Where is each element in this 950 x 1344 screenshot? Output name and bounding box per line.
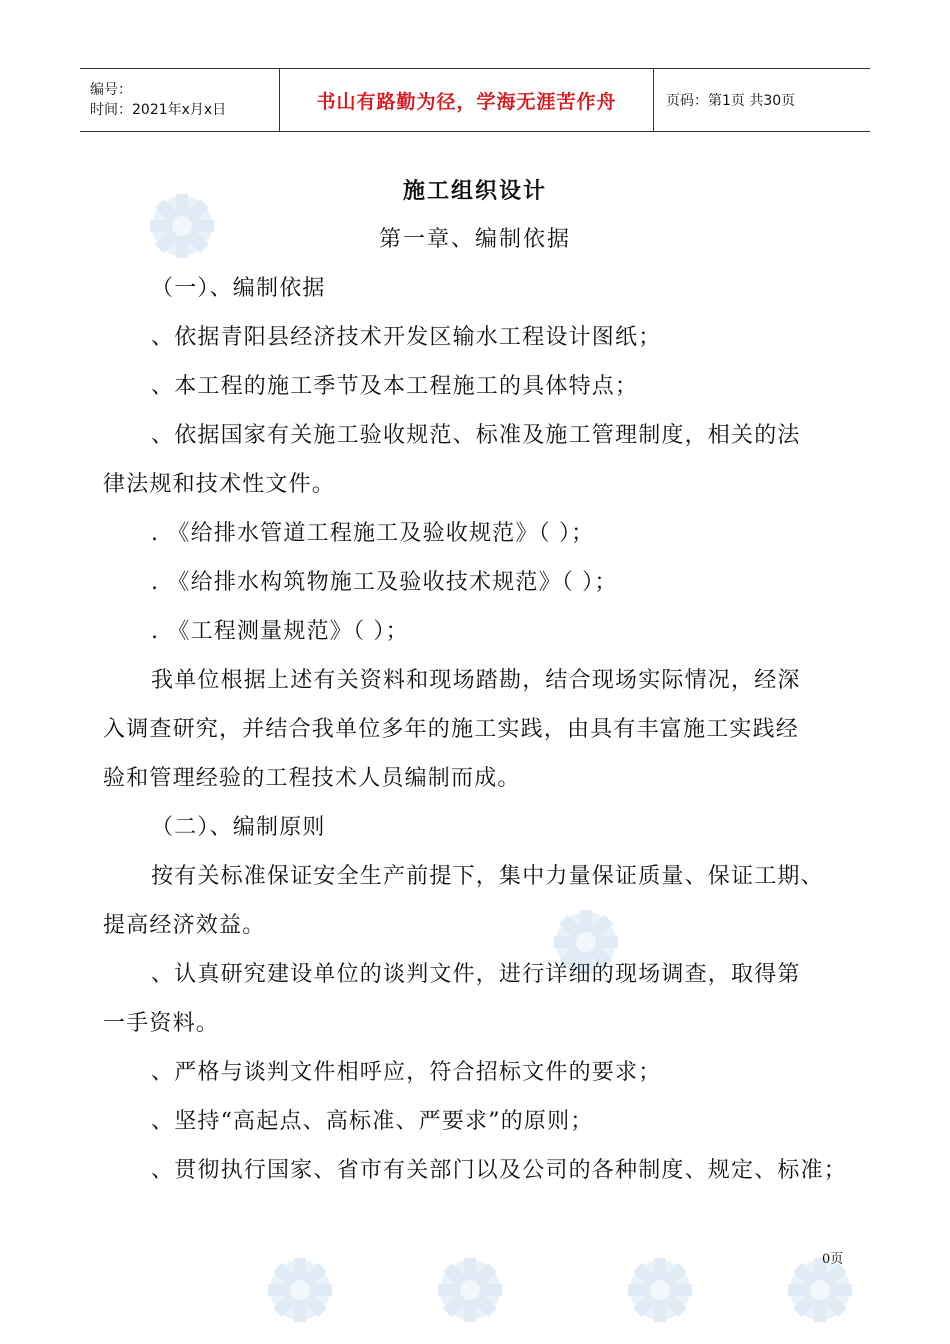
number-label: 编号： (90, 82, 132, 98)
body-line: 、严格与谈判文件相呼应，符合招标文件的要求； (151, 1060, 662, 1085)
body-line: 提高经济效益。 (103, 913, 266, 938)
body-line: 、依据青阳县经济技术开发区输水工程设计图纸； (151, 325, 662, 350)
body-line: 、认真研究建设单位的谈判文件，进行详细的现场调查，取得第 (151, 962, 801, 987)
body-line: 、贯彻执行国家、省市有关部门以及公司的各种制度、规定、标准； (151, 1158, 848, 1183)
body-line: 一手资料。 (103, 1011, 220, 1036)
document-title: 施工组织设计 (402, 178, 547, 204)
header-motto: 书山有路勤为径，学海无涯苦作舟 (280, 69, 654, 131)
body-line: . 《给排水构筑物施工及验收技术规范》（ ）； (151, 570, 618, 595)
page-header (80, 68, 870, 132)
body-line: . 《给排水管道工程施工及验收规范》（ ）； (151, 521, 595, 546)
header-meta (80, 69, 280, 131)
body-line: 入调查研究，并结合我单位多年的施工实践，由具有丰富施工实践经 (103, 717, 800, 742)
body-line: 按有关标准保证安全生产前提下，集中力量保证质量、保证工期、 (151, 864, 824, 889)
header-page-label: 页码：第1页 共30页 (666, 93, 796, 109)
body-line: 律法规和技术性文件。 (103, 472, 336, 497)
section-heading: （一）、编制依据 (151, 276, 326, 301)
body-line: 我单位根据上述有关资料和现场踏勘，结合现场实际情况，经深 (151, 668, 801, 693)
body-line: 、本工程的施工季节及本工程施工的具体特点； (151, 374, 639, 399)
date-label: 时间：2021年x月x日 (90, 102, 227, 118)
page-number: 0页 (822, 1252, 844, 1267)
document-body (103, 264, 857, 1195)
chapter-heading: 第一章、编制依据 (378, 227, 571, 252)
body-line: . 《工程测量规范》（ ）； (151, 619, 409, 644)
body-line: 、依据国家有关施工验收规范、标准及施工管理制度，相关的法 (151, 423, 801, 448)
section-heading: （二）、编制原则 (151, 815, 326, 840)
body-line: 、坚持“高起点、高标准、严要求”的原则； (151, 1109, 594, 1134)
body-line: 验和管理经验的工程技术人员编制而成。 (103, 766, 521, 791)
